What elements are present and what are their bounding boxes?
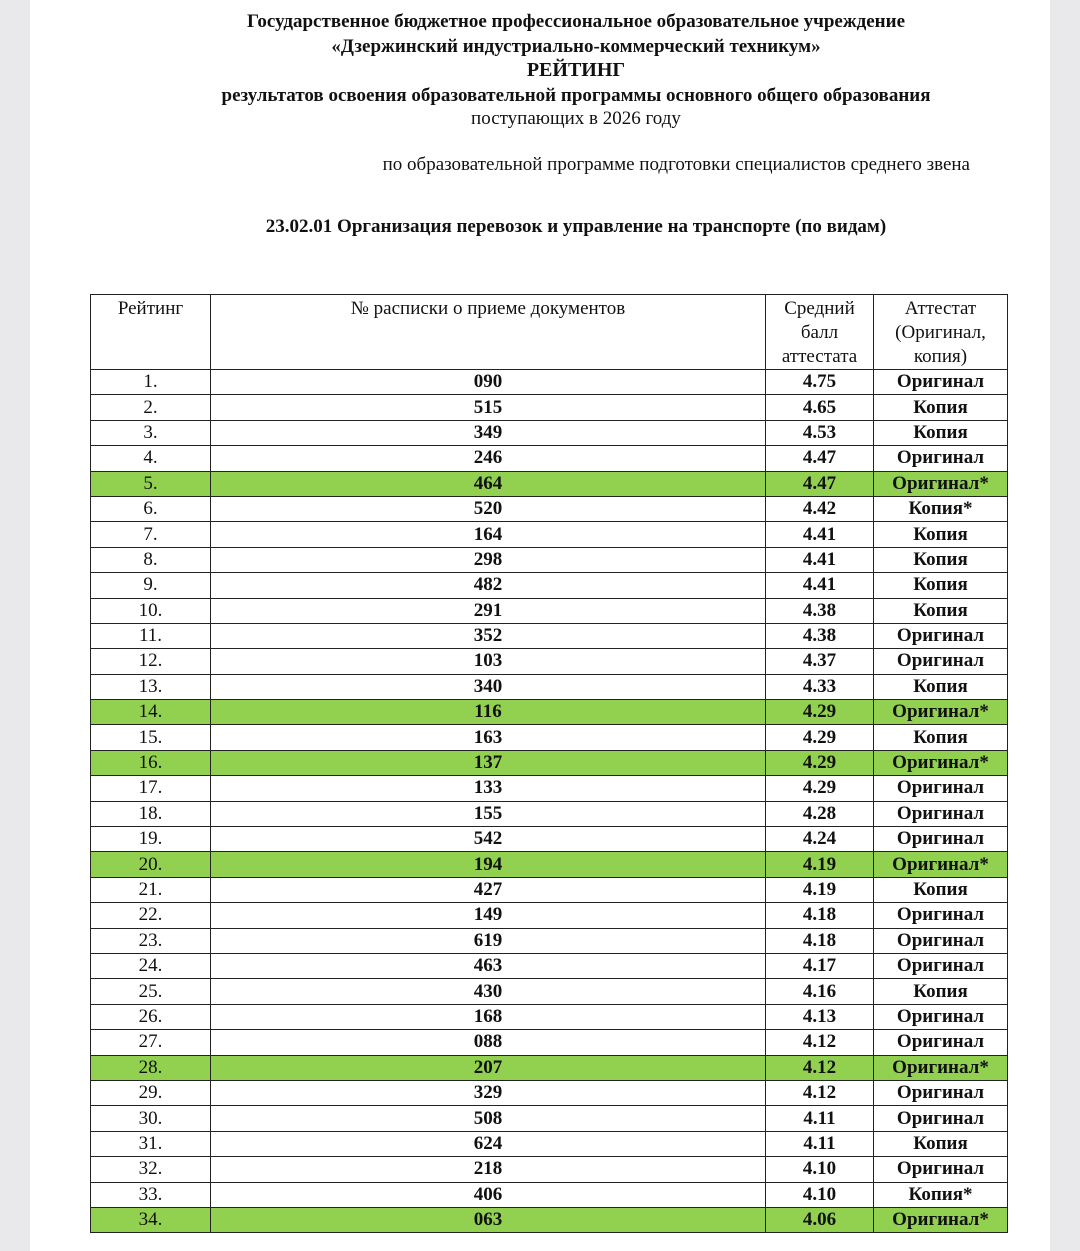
column-header-certificate-text: Аттестат (Оригинал, копия) <box>895 298 986 367</box>
average-score-cell: 4.29 <box>766 750 874 775</box>
table-row <box>91 1055 1008 1080</box>
rank-cell: 2. <box>91 395 211 420</box>
institution-line-2: «Дзержинский индустриально-коммерческий техникум» <box>331 36 821 57</box>
certificate-type-cell: Оригинал <box>874 1080 1008 1105</box>
table-row <box>91 674 1008 699</box>
average-score-cell: 4.11 <box>766 1106 874 1131</box>
rank-cell: 23. <box>91 928 211 953</box>
certificate-type-cell: Оригинал* <box>874 750 1008 775</box>
column-header-certificate <box>874 295 1008 370</box>
average-score-cell: 4.41 <box>766 522 874 547</box>
certificate-type-cell: Оригинал <box>874 446 1008 471</box>
certificate-type-cell: Оригинал <box>874 928 1008 953</box>
rank-cell: 19. <box>91 827 211 852</box>
average-score-cell: 4.19 <box>766 852 874 877</box>
average-score-cell: 4.41 <box>766 573 874 598</box>
receipt-number-cell: 349 <box>211 420 766 445</box>
certificate-type-cell: Копия <box>874 725 1008 750</box>
column-header-score <box>766 295 874 370</box>
receipt-number-cell: 520 <box>211 496 766 521</box>
average-score-cell: 4.47 <box>766 471 874 496</box>
receipt-number-cell: 340 <box>211 674 766 699</box>
rank-cell: 4. <box>91 446 211 471</box>
average-score-cell: 4.29 <box>766 700 874 725</box>
table-row <box>91 725 1008 750</box>
table-row <box>91 1131 1008 1156</box>
receipt-number-cell: 207 <box>211 1055 766 1080</box>
rank-cell: 18. <box>91 801 211 826</box>
average-score-cell: 4.53 <box>766 420 874 445</box>
column-header-receipt: № расписки о приеме документов <box>211 295 766 370</box>
average-score-cell: 4.38 <box>766 623 874 648</box>
certificate-type-cell: Оригинал <box>874 1004 1008 1029</box>
table-row <box>91 446 1008 471</box>
average-score-cell: 4.12 <box>766 1030 874 1055</box>
receipt-number-cell: 103 <box>211 649 766 674</box>
table-row <box>91 801 1008 826</box>
receipt-number-cell: 137 <box>211 750 766 775</box>
table-row <box>91 700 1008 725</box>
receipt-number-cell: 163 <box>211 725 766 750</box>
rank-cell: 22. <box>91 903 211 928</box>
average-score-cell: 4.41 <box>766 547 874 572</box>
table-row <box>91 1106 1008 1131</box>
average-score-cell: 4.65 <box>766 395 874 420</box>
table-row <box>91 1182 1008 1207</box>
certificate-type-cell: Оригинал <box>874 1106 1008 1131</box>
table-row <box>91 953 1008 978</box>
receipt-number-cell: 329 <box>211 1080 766 1105</box>
average-score-cell: 4.37 <box>766 649 874 674</box>
receipt-number-cell: 194 <box>211 852 766 877</box>
table-row <box>91 547 1008 572</box>
receipt-number-cell: 063 <box>211 1207 766 1232</box>
table-row <box>91 852 1008 877</box>
certificate-type-cell: Оригинал <box>874 953 1008 978</box>
institution-line-1: Государственное бюджетное профессиональное образовательное учреждение <box>246 11 906 32</box>
rank-cell: 10. <box>91 598 211 623</box>
table-row <box>91 623 1008 648</box>
average-score-cell: 4.28 <box>766 801 874 826</box>
certificate-type-cell: Копия <box>874 1131 1008 1156</box>
receipt-number-cell: 542 <box>211 827 766 852</box>
table-row <box>91 928 1008 953</box>
rank-cell: 21. <box>91 877 211 902</box>
average-score-cell: 4.13 <box>766 1004 874 1029</box>
certificate-type-cell: Копия* <box>874 496 1008 521</box>
rank-cell: 15. <box>91 725 211 750</box>
certificate-type-cell: Копия <box>874 395 1008 420</box>
average-score-cell: 4.29 <box>766 776 874 801</box>
certificate-type-cell: Оригинал* <box>874 1055 1008 1080</box>
table-row <box>91 420 1008 445</box>
rank-cell: 3. <box>91 420 211 445</box>
rating-table <box>90 294 1008 1233</box>
certificate-type-cell: Оригинал <box>874 827 1008 852</box>
receipt-number-cell: 298 <box>211 547 766 572</box>
receipt-number-cell: 291 <box>211 598 766 623</box>
table-row <box>91 827 1008 852</box>
table-header-row <box>91 295 1008 370</box>
receipt-number-cell: 090 <box>211 370 766 395</box>
certificate-type-cell: Копия <box>874 598 1008 623</box>
rank-cell: 26. <box>91 1004 211 1029</box>
certificate-type-cell: Оригинал <box>874 776 1008 801</box>
certificate-type-cell: Оригинал* <box>874 852 1008 877</box>
certificate-type-cell: Оригинал <box>874 903 1008 928</box>
table-row <box>91 877 1008 902</box>
average-score-cell: 4.33 <box>766 674 874 699</box>
average-score-cell: 4.18 <box>766 928 874 953</box>
table-row <box>91 370 1008 395</box>
receipt-number-cell: 218 <box>211 1157 766 1182</box>
receipt-number-cell: 430 <box>211 979 766 1004</box>
average-score-cell: 4.38 <box>766 598 874 623</box>
rank-cell: 13. <box>91 674 211 699</box>
receipt-number-cell: 149 <box>211 903 766 928</box>
certificate-type-cell: Оригинал* <box>874 471 1008 496</box>
certificate-type-cell: Копия <box>874 877 1008 902</box>
average-score-cell: 4.10 <box>766 1157 874 1182</box>
document-subtitle: результатов освоения образовательной программы основного общего образования <box>221 85 931 106</box>
certificate-type-cell: Оригинал <box>874 801 1008 826</box>
receipt-number-cell: 406 <box>211 1182 766 1207</box>
table-row <box>91 1004 1008 1029</box>
receipt-number-cell: 088 <box>211 1030 766 1055</box>
certificate-type-cell: Копия <box>874 573 1008 598</box>
certificate-type-cell: Оригинал <box>874 1157 1008 1182</box>
certificate-type-cell: Копия <box>874 979 1008 1004</box>
average-score-cell: 4.10 <box>766 1182 874 1207</box>
average-score-cell: 4.75 <box>766 370 874 395</box>
table-row <box>91 496 1008 521</box>
rank-cell: 33. <box>91 1182 211 1207</box>
rank-cell: 5. <box>91 471 211 496</box>
rank-cell: 34. <box>91 1207 211 1232</box>
average-score-cell: 4.12 <box>766 1055 874 1080</box>
rank-cell: 17. <box>91 776 211 801</box>
table-row <box>91 395 1008 420</box>
certificate-type-cell: Копия <box>874 547 1008 572</box>
rank-cell: 11. <box>91 623 211 648</box>
average-score-cell: 4.12 <box>766 1080 874 1105</box>
table-row <box>91 1157 1008 1182</box>
table-row <box>91 750 1008 775</box>
rank-cell: 7. <box>91 522 211 547</box>
average-score-cell: 4.06 <box>766 1207 874 1232</box>
receipt-number-cell: 463 <box>211 953 766 978</box>
rank-cell: 32. <box>91 1157 211 1182</box>
rank-cell: 27. <box>91 1030 211 1055</box>
rank-cell: 9. <box>91 573 211 598</box>
receipt-number-cell: 155 <box>211 801 766 826</box>
table-row <box>91 1030 1008 1055</box>
receipt-number-cell: 619 <box>211 928 766 953</box>
receipt-number-cell: 246 <box>211 446 766 471</box>
receipt-number-cell: 515 <box>211 395 766 420</box>
receipt-number-cell: 482 <box>211 573 766 598</box>
average-score-cell: 4.19 <box>766 877 874 902</box>
table-row <box>91 522 1008 547</box>
table-row <box>91 1080 1008 1105</box>
certificate-type-cell: Копия <box>874 522 1008 547</box>
program-line: по образовательной программе подготовки специалистов среднего звена <box>382 154 970 175</box>
specialty-title: 23.02.01 Организация перевозок и управление на транспорте (по видам) <box>265 216 887 237</box>
table-row <box>91 903 1008 928</box>
certificate-type-cell: Оригинал <box>874 370 1008 395</box>
average-score-cell: 4.11 <box>766 1131 874 1156</box>
rank-cell: 6. <box>91 496 211 521</box>
average-score-cell: 4.17 <box>766 953 874 978</box>
rank-cell: 28. <box>91 1055 211 1080</box>
rank-cell: 16. <box>91 750 211 775</box>
table-row <box>91 649 1008 674</box>
rank-cell: 25. <box>91 979 211 1004</box>
receipt-number-cell: 133 <box>211 776 766 801</box>
document-page <box>30 0 1050 1251</box>
average-score-cell: 4.29 <box>766 725 874 750</box>
certificate-type-cell: Оригинал <box>874 623 1008 648</box>
certificate-type-cell: Копия <box>874 420 1008 445</box>
receipt-number-cell: 508 <box>211 1106 766 1131</box>
certificate-type-cell: Оригинал* <box>874 700 1008 725</box>
rank-cell: 14. <box>91 700 211 725</box>
certificate-type-cell: Оригинал* <box>874 1207 1008 1232</box>
average-score-cell: 4.24 <box>766 827 874 852</box>
receipt-number-cell: 164 <box>211 522 766 547</box>
table-row <box>91 979 1008 1004</box>
certificate-type-cell: Оригинал <box>874 1030 1008 1055</box>
table-row <box>91 776 1008 801</box>
column-header-score-text: Средний балл аттестата <box>781 298 858 367</box>
year-line: поступающих в 2026 году <box>471 108 681 129</box>
certificate-type-cell: Оригинал <box>874 649 1008 674</box>
column-header-rank: Рейтинг <box>91 295 211 370</box>
table-body <box>91 370 1008 1233</box>
receipt-number-cell: 427 <box>211 877 766 902</box>
rank-cell: 8. <box>91 547 211 572</box>
document-title: РЕЙТИНГ <box>526 59 626 81</box>
receipt-number-cell: 116 <box>211 700 766 725</box>
receipt-number-cell: 352 <box>211 623 766 648</box>
receipt-number-cell: 464 <box>211 471 766 496</box>
rank-cell: 30. <box>91 1106 211 1131</box>
table-row <box>91 573 1008 598</box>
table-row <box>91 471 1008 496</box>
table-row <box>91 1207 1008 1232</box>
rank-cell: 20. <box>91 852 211 877</box>
certificate-type-cell: Копия* <box>874 1182 1008 1207</box>
rank-cell: 29. <box>91 1080 211 1105</box>
receipt-number-cell: 168 <box>211 1004 766 1029</box>
rank-cell: 31. <box>91 1131 211 1156</box>
receipt-number-cell: 624 <box>211 1131 766 1156</box>
average-score-cell: 4.42 <box>766 496 874 521</box>
table-row <box>91 598 1008 623</box>
rank-cell: 24. <box>91 953 211 978</box>
average-score-cell: 4.18 <box>766 903 874 928</box>
rank-cell: 12. <box>91 649 211 674</box>
certificate-type-cell: Копия <box>874 674 1008 699</box>
average-score-cell: 4.47 <box>766 446 874 471</box>
rank-cell: 1. <box>91 370 211 395</box>
average-score-cell: 4.16 <box>766 979 874 1004</box>
